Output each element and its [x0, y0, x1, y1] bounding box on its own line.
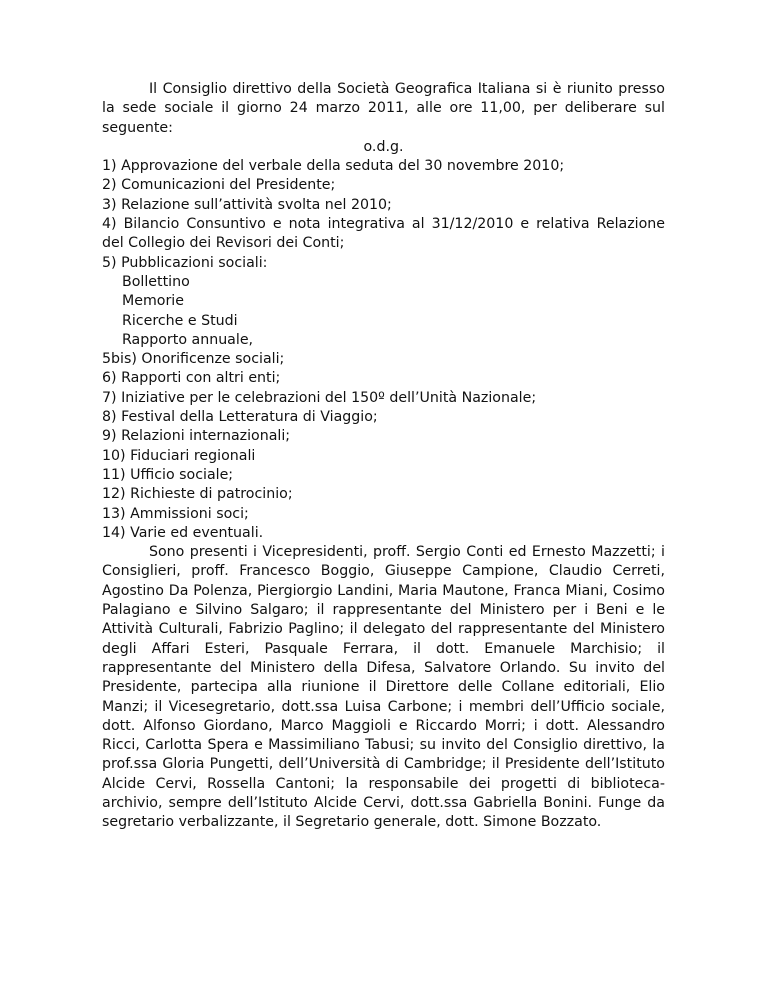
agenda-item-6: 6) Rapporti con altri enti; — [102, 370, 281, 387]
agenda-item-1: 1) Approvazione del verbale della seduta del 30 novembre 2010; — [102, 158, 565, 175]
agenda-item-5: 5) Pubblicazioni sociali: — [102, 254, 268, 271]
agenda-subitem-memorie: Memorie — [122, 293, 184, 310]
agenda-item-4: 4) Bilancio Consuntivo e nota integrativa al 31/12/2010 e relativa Relazione del Collegio dei Revisori dei Conti; — [102, 216, 665, 252]
document-page — [102, 80, 665, 833]
agenda-item-11: 11) Ufficio sociale; — [102, 466, 234, 483]
agenda-subitem-rapporto: Rapporto annuale, — [122, 331, 254, 348]
intro-paragraph: Il Consiglio direttivo della Società Geografica Italiana si è riunito presso la sede sociale il giorno 24 marzo 2011, alle ore 11,00, per deliberare sul seguente: — [102, 81, 665, 136]
agenda-item-3: 3) Relazione sull’attività svolta nel 2010; — [102, 196, 392, 213]
agenda-item-12: 12) Richieste di patrocinio; — [102, 486, 293, 503]
agenda-item-13: 13) Ammissioni soci; — [102, 505, 249, 522]
agenda-subitem-bollettino: Bollettino — [122, 273, 190, 290]
agenda-item-14: 14) Varie ed eventuali. — [102, 524, 264, 541]
agenda-item-10: 10) Fiduciari regionali — [102, 447, 256, 464]
odg-heading: o.d.g. — [363, 138, 404, 155]
agenda-list — [102, 157, 665, 543]
agenda-item-7: 7) Iniziative per le celebrazioni del 150º dell’Unità Nazionale; — [102, 389, 537, 406]
agenda-item-9: 9) Relazioni internazionali; — [102, 428, 291, 445]
agenda-item-8: 8) Festival della Letteratura di Viaggio; — [102, 409, 378, 426]
agenda-item-5bis: 5bis) Onorificenze sociali; — [102, 351, 285, 368]
attendance-paragraph: Sono presenti i Vicepresidenti, proff. Sergio Conti ed Ernesto Mazzetti; i Consiglieri, proff. Francesco Boggio, Giuseppe Campione, Claudio Cerreti, Agostino Da Polenza, Piergiorgio Landini, Maria Mautone, Franca Miani, Cosimo Palagiano e Silvino Salgaro; il rappresentante del Ministero per i Beni e le Attività Culturali, Fabrizio Paglino; il delegato del rappresentante del Ministero degli Affari Esteri, Pasquale Ferrara, il dott. Emanuele Marchisio; il rappresentante del Ministero della Difesa, Salvatore Orlando. Su invito del Presidente, partecipa alla riunione il Direttore delle Collane editoriali, Elio Manzi; il Vicesegretario, dott.ssa Luisa Carbone; i membri dell’Ufficio sociale, dott. Alfonso Giordano, Marco Maggioli e Riccardo Morri; i dott. Alessandro Ricci, Carlotta Spera e Massimiliano Tabusi; su invito del Consiglio direttivo, la prof.ssa Gloria Pungetti, dell’Università di Cambridge; il Presidente dell’Istituto Alcide Cervi, Rossella Cantoni; la responsabile dei progetti di biblioteca-archivio, sempre dell’Istituto Alcide Cervi, dott.ssa Gabriella Bonini. Funge da segretario verbalizzante, il Segretario generale, dott. Simone Bozzato. — [102, 544, 665, 831]
agenda-subitem-ricerche: Ricerche e Studi — [122, 312, 238, 329]
agenda-item-2: 2) Comunicazioni del Presidente; — [102, 177, 336, 194]
